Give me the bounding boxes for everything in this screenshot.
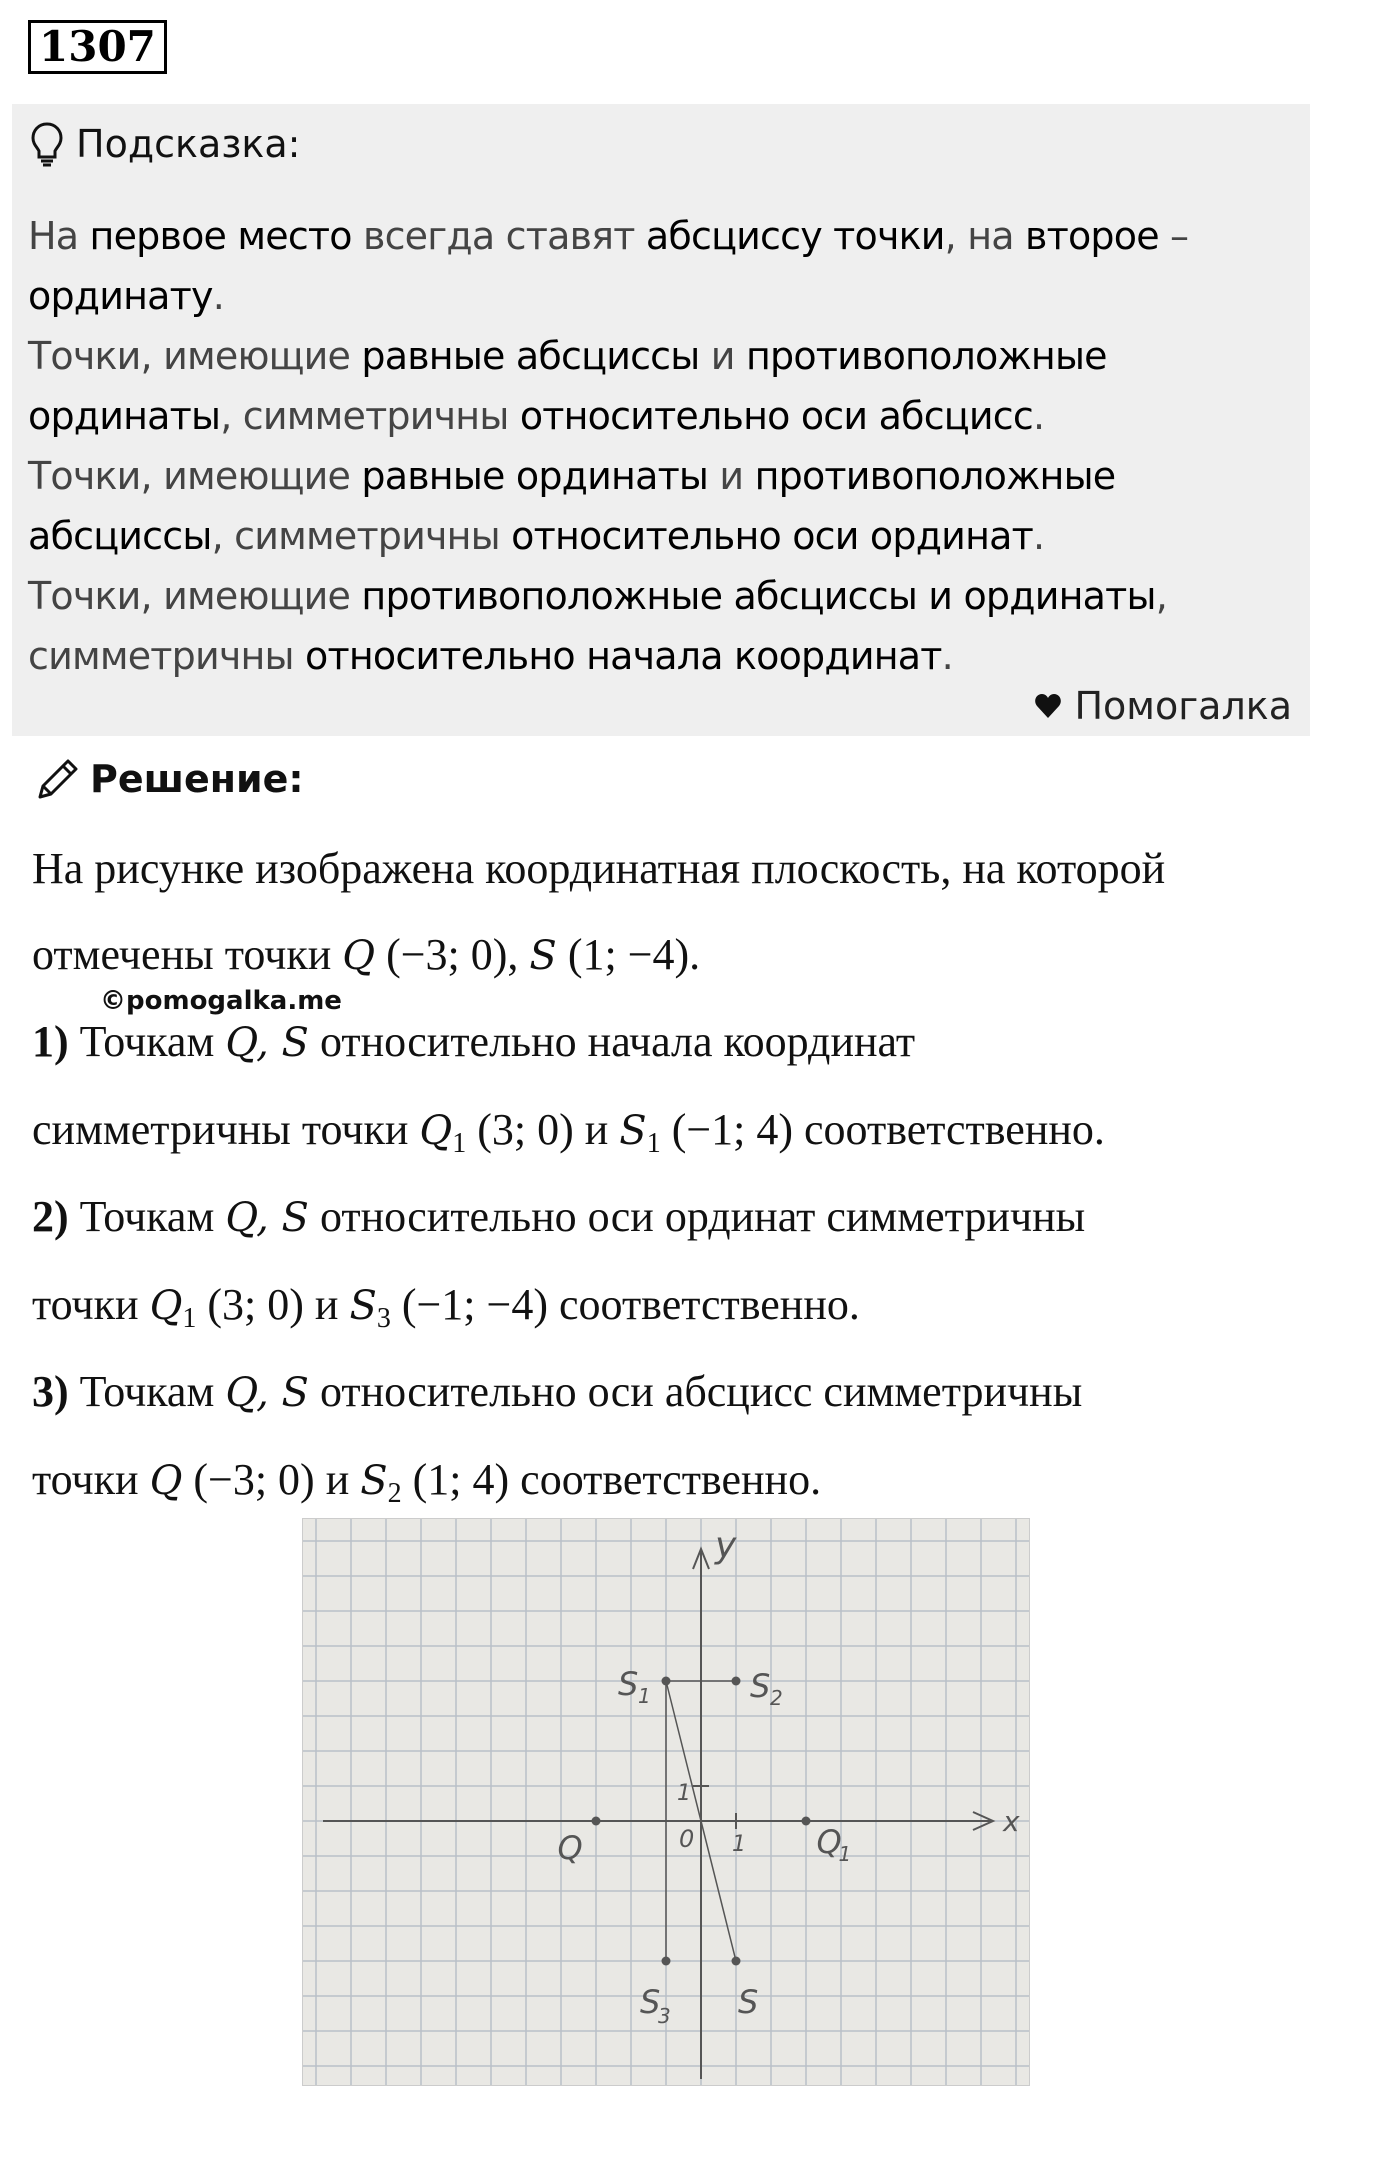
lightbulb-icon [30,121,64,167]
x-unit-label: 1 [732,1832,746,1857]
label-s1: S [618,1665,639,1703]
heart-icon [1034,693,1062,719]
point-s1 [662,1677,671,1686]
hint-paragraph: На первое место всегда ставят абсциссу точки, на второе – ординату. [28,214,1189,318]
solution-line: 3) Точкам Q, S относительно оси абсцисс симметричны [32,1367,1083,1416]
task-number: 1307 [28,20,167,74]
label-q: Q [557,1829,583,1867]
point-s2 [732,1677,741,1686]
coordinate-plane-photo [302,1518,1030,2086]
label-s: S [738,1983,759,2021]
point-q [592,1817,601,1826]
hint-paragraph: Точки, имеющие равные абсциссы и противоположные ординаты, симметричны относительно оси абсцисс. [28,334,1107,438]
pencil-icon [34,755,82,803]
hint-paragraph: Точки, имеющие противоположные абсциссы и ординаты, симметричны относительно начала координат. [28,574,1167,678]
watermark: ©pomogalka.me [100,986,342,1016]
label-q1-sub: 1 [838,1842,852,1866]
origin-label: 0 [679,1825,695,1853]
hint-credit-text: Помогалка [1074,684,1292,728]
hint-credit [1034,684,1292,728]
solution-line: точки $Q_1$ (3; 0) и $S_3$ (−1; −4) соответственно. [32,1279,860,1334]
label-s3-sub: 3 [658,2004,671,2028]
hint-title [30,116,300,172]
solution-title-text: Решение: [90,757,304,801]
label-s1-sub: 1 [638,1684,651,1708]
hint-paragraph: Точки, имеющие равные ординаты и противоположные абсциссы, симметричны относительно оси ординат. [28,454,1116,558]
point-s [732,1957,741,1966]
solution-line: симметричны точки $Q_1$ (3; 0) и $S_1$ (−1; 4) соответственно. [32,1104,1105,1159]
y-unit-label: 1 [677,1781,691,1806]
solution-line: 1) Точкам Q, S относительно начала координат [32,1017,916,1066]
label-s2-sub: 2 [770,1686,783,1710]
solution-line: На рисунке изображена координатная плоскость, на которой [32,844,1166,893]
x-axis-label: x [1003,1805,1020,1838]
coordinate-plane [303,1519,1029,2085]
hint-title-text: Подсказка: [76,122,301,166]
label-s2: S [750,1667,771,1705]
solution-body [32,826,1332,1524]
solution-line: точки Q (−3; 0) и $S_2$ (1; 4) соответственно. [32,1454,822,1509]
label-s3: S [640,1983,661,2021]
solution-line: 2) Точкам Q, S относительно оси ординат симметричны [32,1192,1086,1241]
label-q1: Q [816,1823,842,1861]
y-axis-label: y [715,1525,737,1566]
solution-line: отмечены точки Q (−3; 0), S (1; −4). [32,929,701,979]
point-q1 [802,1817,811,1826]
solution-title [34,752,304,806]
point-s3 [662,1957,671,1966]
hint-body [28,206,1298,686]
